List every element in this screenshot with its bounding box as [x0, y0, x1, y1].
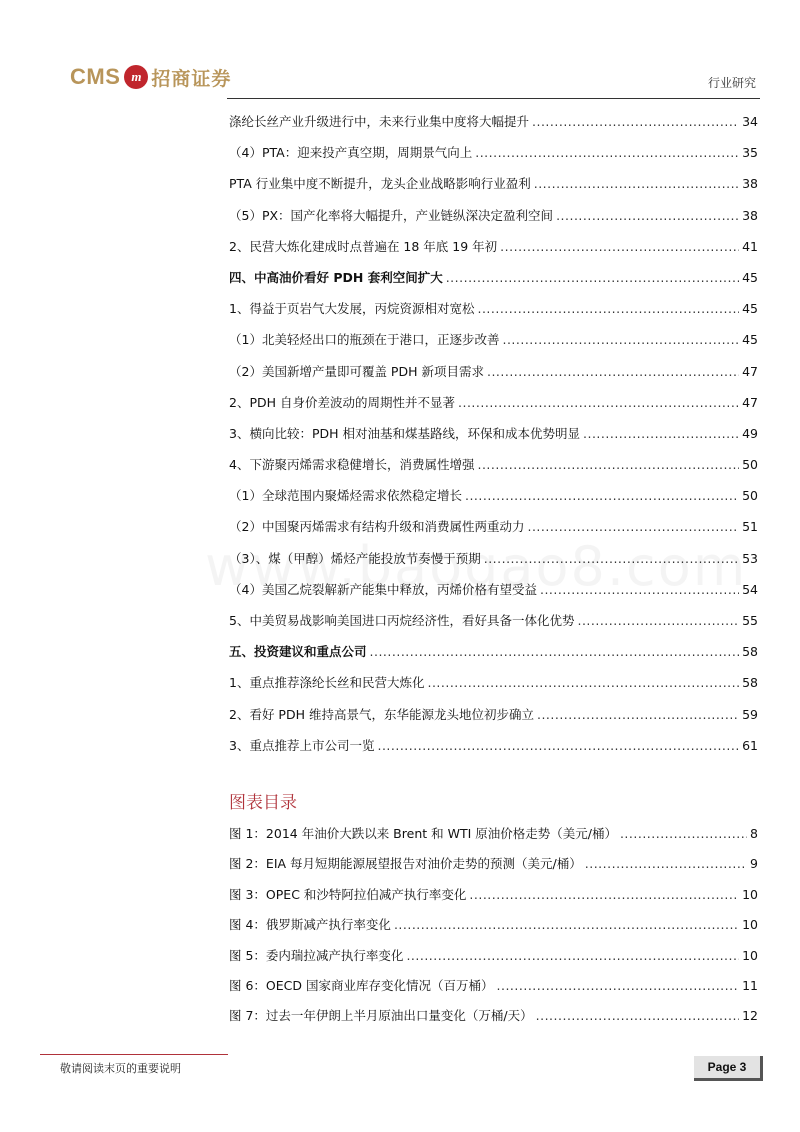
figure-entry[interactable]: [229, 941, 758, 971]
toc-entry-page: 51: [742, 519, 758, 535]
toc-entry[interactable]: [229, 387, 758, 418]
toc-entry-title: 3、重点推荐上市公司一览: [229, 737, 375, 753]
figure-entry-title: 图 3：OPEC 和沙特阿拉伯减产执行率变化: [229, 886, 467, 902]
logo-cms-text: CMS: [70, 64, 121, 89]
toc-entry-title: 4、下游聚丙烯需求稳健增长，消费属性增强: [229, 457, 475, 473]
company-logo: [70, 60, 231, 94]
report-category: 行业研究: [707, 76, 756, 90]
figure-entry-title: 图 4：俄罗斯减产执行率变化: [229, 917, 391, 933]
toc-entry[interactable]: [229, 168, 758, 199]
toc-entry-page: 61: [742, 737, 758, 753]
toc-entry[interactable]: [229, 699, 758, 730]
dot-leader: [500, 231, 739, 262]
figures-heading: 图表目录: [229, 793, 297, 813]
dot-leader: [377, 730, 739, 761]
logo-chinese-text: 招商证券: [151, 67, 232, 90]
dot-leader: [477, 293, 739, 324]
toc-entry-page: 45: [742, 332, 758, 348]
dot-leader: [556, 200, 739, 231]
toc-entry[interactable]: [229, 636, 758, 667]
toc-entry-page: 53: [742, 550, 758, 566]
toc-entry-page: 58: [742, 675, 758, 691]
dot-leader: [497, 971, 740, 1001]
toc-entry[interactable]: [229, 667, 758, 698]
footer-divider: [40, 1054, 228, 1055]
figure-entry-page: 8: [750, 826, 758, 841]
toc-entry-title: 1、得益于页岩气大发展，丙烷资源相对宽松: [229, 301, 475, 317]
dot-leader: [465, 480, 739, 511]
figure-entry-page: 9: [750, 856, 758, 872]
toc-entry-title: 3、横向比较：PDH 相对油基和煤基路线，环保和成本优势明显: [229, 425, 580, 441]
toc-entry-title: （2）中国聚丙烯需求有结构升级和消费属性两重动力: [229, 519, 525, 535]
toc-entry-title: 2、看好 PDH 维持高景气，东华能源龙头地位初步确立: [229, 706, 534, 722]
dot-leader: [446, 262, 739, 293]
figures-list: [229, 819, 758, 1032]
toc-entry-page: 49: [742, 425, 758, 441]
figure-entry-page: 12: [742, 1008, 758, 1024]
dot-leader: [577, 605, 739, 636]
toc-entry[interactable]: [229, 449, 758, 480]
dot-leader: [536, 1001, 739, 1031]
toc-entry-page: 55: [742, 613, 758, 628]
toc-entry-page: 50: [742, 488, 758, 504]
toc-entry-page: 38: [742, 176, 758, 192]
dot-leader: [532, 106, 739, 137]
toc-entry-page: 58: [742, 644, 758, 660]
dot-leader: [502, 324, 739, 355]
dot-leader: [475, 137, 739, 168]
toc-entry-page: 35: [742, 145, 758, 161]
dot-leader: [527, 511, 739, 542]
dot-leader: [585, 849, 747, 879]
figure-entry-title: 图 1：2014 年油价大跌以来 Brent 和 WTI 原油价格走势（美元/桶）: [229, 826, 617, 841]
dot-leader: [540, 574, 739, 605]
dot-leader: [484, 543, 739, 574]
header-divider: [227, 98, 760, 99]
toc-entry[interactable]: [229, 324, 758, 355]
figure-entry-page: 10: [742, 886, 758, 902]
figure-entry-page: 11: [742, 977, 758, 993]
toc-entry-title: （4）美国乙烷裂解新产能集中释放，丙烯价格有望受益: [229, 581, 537, 597]
logo-mark-icon: m: [124, 65, 148, 89]
toc-entry-page: 45: [742, 301, 758, 317]
figure-entry-title: 图 6：OECD 国家商业库存变化情况（百万桶）: [229, 977, 494, 993]
toc-entry[interactable]: [229, 356, 758, 387]
dot-leader: [487, 356, 739, 387]
figure-entry-title: 图 7：过去一年伊朗上半月原油出口量变化（万桶/天）: [229, 1008, 533, 1024]
dot-leader: [477, 449, 739, 480]
toc-entry-page: 59: [742, 706, 758, 722]
toc-entry-title: （1）全球范围内聚烯烃需求依然稳定增长: [229, 488, 462, 504]
dot-leader: [458, 387, 739, 418]
toc-entry-title: 涤纶长丝产业升级进行中，未来行业集中度将大幅提升: [229, 114, 530, 129]
toc-entry-title: PTA 行业集中度不断提升，龙头企业战略影响行业盈利: [229, 176, 531, 192]
figure-entry[interactable]: [229, 880, 758, 910]
dot-leader: [583, 418, 739, 449]
toc-entry-title: （1）北美轻烃出口的瓶颈在于港口，正逐步改善: [229, 332, 500, 348]
toc-entry[interactable]: [229, 480, 758, 511]
toc-entry-page: 47: [742, 394, 758, 410]
page-number: Page 3: [707, 1060, 747, 1074]
dot-leader: [537, 699, 739, 730]
toc-entry-page: 45: [742, 269, 758, 285]
toc-entry-page: 41: [742, 238, 758, 254]
toc-entry[interactable]: [229, 106, 758, 137]
dot-leader: [394, 910, 739, 940]
toc-entry-title: （2）美国新增产量即可覆盖 PDH 新项目需求: [229, 363, 484, 379]
dot-leader: [406, 941, 739, 971]
toc-entry-page: 50: [742, 457, 758, 473]
figure-entry-title: 图 5：委内瑞拉减产执行率变化: [229, 947, 404, 963]
figure-entry[interactable]: [229, 819, 758, 849]
dot-leader: [370, 636, 740, 667]
figure-entry[interactable]: [229, 849, 758, 879]
dot-leader: [427, 667, 739, 698]
toc-entry-page: 47: [742, 363, 758, 379]
toc-entry[interactable]: [229, 418, 758, 449]
toc-entry-title: 2、民营大炼化建成时点普遍在 18 年底 19 年初: [229, 238, 498, 254]
toc-entry[interactable]: [229, 231, 758, 262]
toc-entry-title: 5、中美贸易战影响美国进口丙烷经济性，看好具备一体化优势: [229, 613, 575, 628]
toc-entry-title: 四、中高油价看好 PDH 套利空间扩大: [229, 269, 443, 285]
toc-entry-title: （4）PTA：迎来投产真空期，周期景气向上: [229, 145, 473, 161]
table-of-contents: [229, 106, 758, 761]
toc-entry-page: 38: [742, 207, 758, 223]
figure-entry-title: 图 2：EIA 每月短期能源展望报告对油价走势的预测（美元/桶）: [229, 856, 582, 872]
toc-entry[interactable]: [229, 511, 758, 542]
dot-leader: [469, 880, 739, 910]
toc-entry-title: （3）、煤（甲醇）烯烃产能投放节奏慢于预期: [229, 550, 481, 566]
figure-entry[interactable]: [229, 971, 758, 1001]
toc-entry[interactable]: [229, 574, 758, 605]
toc-entry[interactable]: [229, 262, 758, 293]
toc-entry[interactable]: [229, 605, 758, 636]
dot-leader: [534, 168, 739, 199]
figure-entry-page: 10: [742, 917, 758, 933]
page-number-badge: [694, 1056, 763, 1081]
toc-entry-title: （5）PX：国产化率将大幅提升，产业链纵深决定盈利空间: [229, 207, 554, 223]
toc-entry[interactable]: [229, 293, 758, 324]
dot-leader: [620, 819, 747, 849]
toc-entry-page: 54: [742, 581, 758, 597]
toc-entry-title: 1、重点推荐涤纶长丝和民营大炼化: [229, 675, 425, 691]
toc-entry[interactable]: [229, 730, 758, 761]
figure-entry[interactable]: [229, 910, 758, 940]
figure-entry[interactable]: [229, 1001, 758, 1031]
toc-entry[interactable]: [229, 543, 758, 574]
figure-entry-page: 10: [742, 947, 758, 963]
toc-entry-title: 2、PDH 自身价差波动的周期性并不显著: [229, 394, 455, 410]
footer-notice: 敬请阅读末页的重要说明: [60, 1062, 181, 1075]
toc-entry[interactable]: [229, 137, 758, 168]
toc-entry[interactable]: [229, 200, 758, 231]
toc-entry-page: 34: [742, 114, 758, 129]
toc-entry-title: 五、投资建议和重点公司: [229, 644, 367, 660]
